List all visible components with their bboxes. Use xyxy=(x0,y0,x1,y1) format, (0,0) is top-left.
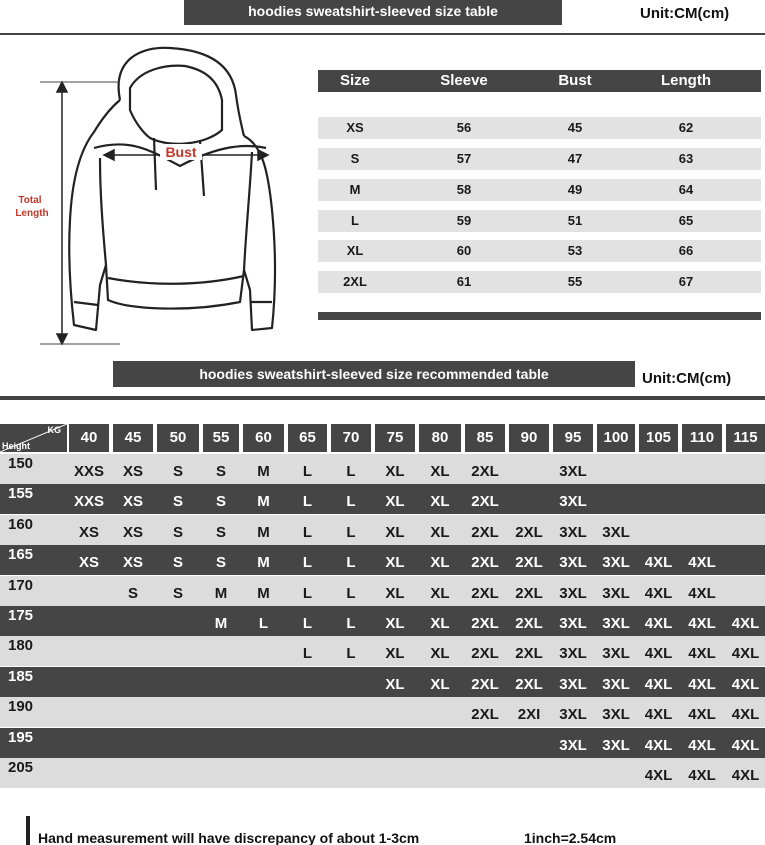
recommended-row xyxy=(0,545,765,575)
size-recommendation-cell: 4XL xyxy=(688,736,716,754)
size-recommendation-cell: XS xyxy=(122,493,144,511)
top-divider xyxy=(0,33,765,35)
corner-height-label: Height xyxy=(2,441,30,451)
size-recommendation-cell: 3XL xyxy=(602,736,630,754)
kg-header: 110 xyxy=(682,424,722,452)
size-recommendation-cell: 3XL xyxy=(602,645,630,663)
size-recommendation-cell: 3XL xyxy=(559,675,587,693)
size-recommendation-cell: 4XL xyxy=(688,554,716,572)
kg-header: 115 xyxy=(726,424,765,452)
size-cell: XL xyxy=(346,243,364,258)
size-cell: 53 xyxy=(567,243,583,258)
size-cell: 59 xyxy=(456,213,472,228)
size-recommendation-cell: XXS xyxy=(73,493,105,511)
size-cell: 61 xyxy=(456,274,472,289)
size-recommendation-cell: L xyxy=(346,645,356,663)
size-recommendation-cell: XL xyxy=(385,645,405,663)
size-recommendation-cell: 4XL xyxy=(731,767,760,784)
length-arrow-top xyxy=(57,82,67,92)
size-recommendation-cell: 3XL xyxy=(602,615,630,632)
size-recommendation-cell: 3XL xyxy=(602,554,630,572)
corner-kg-label: KG xyxy=(47,425,61,435)
height-cell: 175 xyxy=(8,607,34,624)
height-cell: 185 xyxy=(8,667,34,685)
kg-header: 50 xyxy=(157,424,199,452)
footer-accent-bar xyxy=(26,816,30,845)
size-recommendation-cell: 2XL xyxy=(471,493,499,511)
size-recommendation-cell: 2XL xyxy=(471,463,499,480)
size-recommendation-cell: 4XL xyxy=(644,584,673,602)
kg-header: 80 xyxy=(419,424,461,452)
size-recommendation-cell: 4XL xyxy=(644,736,673,754)
size-recommendation-cell: L xyxy=(302,523,313,541)
size-cell: 67 xyxy=(678,274,694,289)
size-recommendation-cell: 3XL xyxy=(602,584,630,602)
size-cell: 57 xyxy=(456,151,472,166)
recommended-row xyxy=(0,515,765,545)
size-recommendation-cell: 3XL xyxy=(602,523,630,541)
size-recommendation-cell: L xyxy=(346,463,356,480)
recommended-row xyxy=(0,728,765,758)
size-recommendation-cell: S xyxy=(127,584,139,602)
header-sleeve: Sleeve xyxy=(440,72,488,89)
height-cell: 180 xyxy=(8,637,34,655)
size-recommendation-cell: 2XL xyxy=(471,675,499,693)
size-recommendation-cell: XL xyxy=(385,615,405,632)
size-recommendation-cell: XL xyxy=(430,584,450,602)
hoodie-diagram xyxy=(0,40,300,350)
size-recommendation-cell: 3XL xyxy=(559,706,587,724)
size-recommendation-cell: 3XL xyxy=(602,706,630,724)
size-recommendation-cell: XL xyxy=(430,463,450,480)
size-recommendation-cell: XL xyxy=(430,523,450,541)
size-recommendation-cell: M xyxy=(257,493,270,511)
size-recommendation-cell: 2XL xyxy=(515,615,543,632)
size-recommendation-cell: 3XL xyxy=(559,463,587,480)
kg-header: 75 xyxy=(375,424,415,452)
size-cell: 58 xyxy=(456,182,472,197)
size-recommendation-cell: S xyxy=(215,463,227,480)
size-recommendation-cell: XL xyxy=(430,615,450,632)
size-recommendation-cell: XS xyxy=(122,463,144,480)
unit-label: Unit:CM(cm) xyxy=(640,5,730,22)
size-recommendation-cell: 2XL xyxy=(515,584,543,602)
size-recommendation-cell: XS xyxy=(122,523,144,541)
size-recommendation-cell: L xyxy=(258,615,269,632)
kg-header: 55 xyxy=(203,424,239,452)
kg-header: 90 xyxy=(509,424,549,452)
size-recommendation-cell: L xyxy=(346,554,356,572)
right-sleeve-seam xyxy=(244,152,252,270)
size-recommendation-cell: XL xyxy=(385,493,405,511)
kg-header: 40 xyxy=(69,424,109,452)
recommended-table-top-bar xyxy=(0,396,765,400)
recommended-row xyxy=(0,667,765,697)
kg-header: 100 xyxy=(597,424,635,452)
recommended-row xyxy=(0,606,765,636)
size-recommendation-cell: XL xyxy=(430,675,450,693)
size-recommendation-cell: 2XL xyxy=(471,523,499,541)
kg-header: 105 xyxy=(639,424,678,452)
size-recommendation-cell: L xyxy=(346,584,356,602)
left-sleeve-seam xyxy=(100,158,106,265)
size-recommendation-cell: 4XL xyxy=(644,675,673,693)
size-recommendation-cell: L xyxy=(302,615,313,632)
header-size: Size xyxy=(339,72,371,89)
size-cell: 63 xyxy=(678,151,694,166)
left-cuff xyxy=(74,302,98,305)
size-recommendation-cell: 3XL xyxy=(559,523,587,541)
size-recommendation-cell: XL xyxy=(430,493,450,511)
size-recommendation-cell: 2XL xyxy=(471,584,499,602)
recommended-row xyxy=(0,636,765,666)
size-row xyxy=(318,117,761,139)
size-recommendation-cell: 2XL xyxy=(515,645,543,663)
height-cell: 205 xyxy=(8,759,34,776)
kg-header: 65 xyxy=(288,424,327,452)
height-cell: 160 xyxy=(8,515,34,533)
size-recommendation-cell: XS xyxy=(78,523,100,541)
size-recommendation-cell: 2XI xyxy=(517,706,541,724)
kg-header: 60 xyxy=(243,424,284,452)
size-cell: 60 xyxy=(456,243,472,258)
size-cell: 2XL xyxy=(343,274,367,289)
size-recommendation-cell: L xyxy=(302,554,313,572)
size-recommendation-cell: L xyxy=(302,584,313,602)
drawstring-left xyxy=(154,138,156,190)
size-recommendation-cell: L xyxy=(302,645,313,663)
bust-arrow-left xyxy=(104,150,114,160)
kg-header: 95 xyxy=(553,424,593,452)
header-bust: Bust xyxy=(558,72,592,89)
size-cell: 47 xyxy=(567,151,583,166)
size-row xyxy=(318,210,761,232)
total-length-label-1: Total xyxy=(18,195,42,206)
size-recommendation-cell: S xyxy=(215,523,227,541)
size-recommendation-cell: M xyxy=(257,463,270,480)
size-cell: 62 xyxy=(678,120,694,135)
size-recommendation-cell: 3XL xyxy=(559,645,587,663)
size-recommendation-cell: 3XL xyxy=(559,736,587,754)
size-recommendation-cell: XL xyxy=(385,523,405,541)
size-recommendation-cell: 4XL xyxy=(688,645,716,663)
size-recommendation-cell: M xyxy=(257,554,270,572)
size-recommendation-cell: 3XL xyxy=(559,554,587,572)
kg-header: 85 xyxy=(465,424,505,452)
size-recommendation-cell: S xyxy=(172,584,184,602)
size-recommendation-cell: 4XL xyxy=(644,615,673,632)
height-cell: 165 xyxy=(8,546,34,564)
size-recommendation-cell: XS xyxy=(122,554,144,572)
kg-header: 70 xyxy=(331,424,371,452)
size-recommendation-cell: 2XL xyxy=(471,615,499,632)
size-recommendation-cell: 4XL xyxy=(644,645,673,663)
size-recommendation-cell: 4XL xyxy=(644,706,673,724)
size-recommendation-cell: L xyxy=(346,493,356,511)
size-recommendation-cell: L xyxy=(346,523,356,541)
size-recommendation-cell: 4XL xyxy=(731,675,760,693)
size-recommendation-cell: 3XL xyxy=(559,584,587,602)
total-length-label-2: Length xyxy=(15,208,49,219)
size-cell: 55 xyxy=(567,274,583,289)
size-recommendation-cell: XL xyxy=(385,554,405,572)
size-recommendation-cell: M xyxy=(257,584,270,602)
size-table-header xyxy=(318,70,761,92)
size-recommendation-cell: 2XL xyxy=(515,523,543,541)
size-recommendation-cell: XL xyxy=(430,554,450,572)
recommended-row xyxy=(0,454,765,484)
size-recommendation-cell: 3XL xyxy=(602,675,630,693)
size-recommendation-cell: M xyxy=(214,584,228,602)
size-recommendation-cell: S xyxy=(215,554,227,572)
hood-inner xyxy=(130,66,222,144)
size-recommendation-cell: 2XL xyxy=(515,554,543,572)
size-recommendation-cell: 4XL xyxy=(688,615,716,632)
size-recommendation-cell: L xyxy=(302,463,313,480)
bust-label: Bust xyxy=(165,144,197,160)
height-kg-corner xyxy=(0,424,67,452)
size-row xyxy=(318,179,761,201)
recommended-row xyxy=(0,484,765,514)
footer-conversion: 1inch=2.54cm xyxy=(524,830,617,845)
size-recommendation-cell: S xyxy=(215,493,227,511)
size-recommendation-cell: M xyxy=(214,615,228,632)
size-recommendation-cell: XL xyxy=(385,584,405,602)
height-cell: 155 xyxy=(8,485,34,503)
size-recommendation-cell: S xyxy=(172,463,184,480)
recommended-row xyxy=(0,758,765,788)
kg-header: 45 xyxy=(113,424,153,452)
size-cell: 56 xyxy=(456,120,472,135)
size-recommendation-cell: 3XL xyxy=(559,493,587,511)
size-recommendation-cell: L xyxy=(346,615,356,632)
header-length: Length xyxy=(661,72,711,89)
size-recommendation-cell: S xyxy=(172,493,184,511)
size-recommendation-cell: XXS xyxy=(73,463,105,480)
size-cell: 64 xyxy=(678,182,694,197)
size-recommendation-cell: 4XL xyxy=(688,584,716,602)
size-cell: M xyxy=(349,182,361,197)
size-recommendation-cell: 2XL xyxy=(471,645,499,663)
size-cell: S xyxy=(350,151,360,166)
size-cell: 49 xyxy=(567,182,583,197)
size-row xyxy=(318,240,761,262)
size-recommendation-cell: 4XL xyxy=(731,736,760,754)
size-recommendation-cell: XS xyxy=(78,554,100,572)
size-recommendation-cell: S xyxy=(172,523,184,541)
size-recommendation-cell: XL xyxy=(430,645,450,663)
height-cell: 170 xyxy=(8,576,34,594)
footer-note: Hand measurement will have discrepancy of about 1-3cm xyxy=(38,830,420,845)
recommended-table-banner: hoodies sweatshirt-sleeved size recommended table xyxy=(113,361,635,387)
size-cell: 45 xyxy=(567,120,583,135)
recommended-unit-label: Unit:CM(cm) xyxy=(642,370,732,387)
height-cell: 190 xyxy=(8,698,34,716)
size-recommendation-cell: L xyxy=(302,493,313,511)
length-arrow-bottom xyxy=(57,334,67,344)
size-recommendation-cell: 4XL xyxy=(731,615,760,632)
recommended-row xyxy=(0,576,765,606)
size-recommendation-cell: M xyxy=(257,523,270,541)
size-recommendation-cell: 4XL xyxy=(644,767,673,784)
size-recommendation-cell: 4XL xyxy=(731,706,760,724)
size-table-banner: hoodies sweatshirt-sleeved size table xyxy=(184,0,562,25)
size-cell: 65 xyxy=(678,213,694,228)
size-cell: 51 xyxy=(567,213,583,228)
size-recommendation-cell: 2XL xyxy=(471,554,499,572)
height-cell: 150 xyxy=(8,455,34,472)
size-recommendation-cell: 2XL xyxy=(471,706,499,724)
size-row xyxy=(318,271,761,293)
size-cell: 66 xyxy=(678,243,694,258)
recommended-row xyxy=(0,697,765,727)
size-recommendation-cell: 2XL xyxy=(515,675,543,693)
size-recommendation-cell: 4XL xyxy=(688,675,716,693)
size-row xyxy=(318,148,761,170)
size-recommendation-cell: S xyxy=(172,554,184,572)
size-recommendation-cell: 4XL xyxy=(688,767,716,784)
size-recommendation-cell: XL xyxy=(385,463,405,480)
size-recommendation-cell: 4XL xyxy=(688,706,716,724)
waistband xyxy=(108,276,244,284)
size-recommendation-cell: 4XL xyxy=(644,554,673,572)
size-cell: XS xyxy=(346,120,364,135)
height-cell: 195 xyxy=(8,728,34,746)
size-table-footer-bar xyxy=(318,312,761,320)
size-recommendation-cell: XL xyxy=(385,675,405,693)
size-recommendation-cell: 4XL xyxy=(731,645,760,663)
size-recommendation-cell: 3XL xyxy=(559,615,587,632)
size-cell: L xyxy=(351,213,359,228)
